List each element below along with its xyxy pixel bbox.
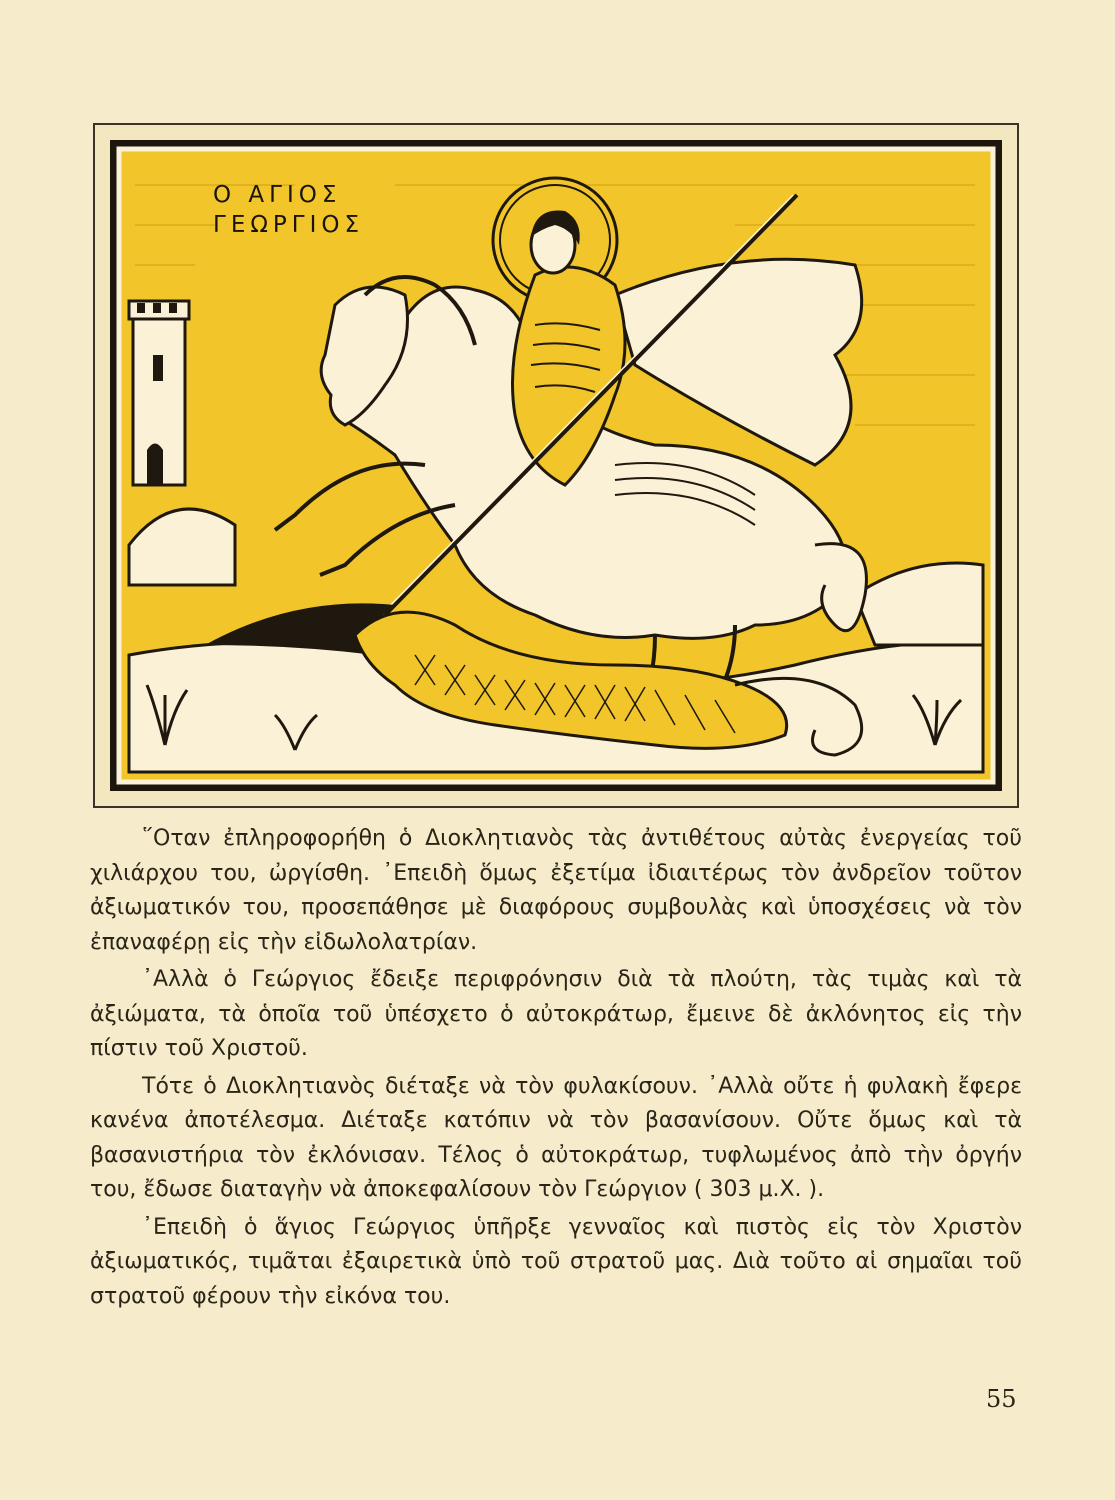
body-text xyxy=(90,822,1022,1317)
plate-title xyxy=(213,180,364,240)
page-number: 55 xyxy=(986,1385,1017,1413)
paragraph-1: ῞Οταν ἐπληροφορήθη ὁ Διοκλητιανὸς τὰς ἀντιθέτους αὐτὰς ἐνεργείας τοῦ χιλιάρχου του, ὠργίσθη. ᾿Επειδὴ ὅμως ἐξετίμα ἰδιαιτέρως τὸν ἀνδρεῖον τοῦτον ἀξιωματικόν του, προσεπάθησε μὲ διαφόρους συμβουλὰς καὶ ὑποσχέσεις νὰ τὸν ἐπαναφέρῃ εἰς τὴν εἰδωλολατρίαν. xyxy=(90,826,1022,955)
paragraph-3: Τότε ὁ Διοκλητιανὸς διέταξε νὰ τὸν φυλακίσουν. ᾿Αλλὰ οὔτε ἡ φυλακὴ ἔφερε κανένα ἀποτέλεσμα. Διέταξε κατόπιν νὰ τὸν βασανίσουν. Οὔτε ὅμως καὶ τὰ βασανιστήρια τὸν ἐκλόνισαν. Τέλος ὁ αὐτοκράτωρ, τυφλωμένος ἀπὸ τὴν ὀργήν του, ἔδωσε διαταγὴν νὰ ἀποκεφαλίσουν τὸν Γεώργιον ( 303 μ.Χ. ). xyxy=(90,1073,1022,1202)
paragraph-2: ᾿Αλλὰ ὁ Γεώργιος ἔδειξε περιφρόνησιν διὰ τὰ πλούτη, τὰς τιμὰς καὶ τὰ ἀξιώματα, τὰ ὁποῖα τοῦ ὑπέσχετο ὁ αὐτοκράτωρ, ἔμεινε δὲ ἀκλόνητος εἰς τὴν πίστιν τοῦ Χριστοῦ. xyxy=(90,967,1022,1061)
saint-george-icon-illustration xyxy=(93,123,1019,808)
plate-title-line-2: ΓΕΩΡΓΙΟΣ xyxy=(213,212,365,238)
plate-title-line-1: Ο ΑΓΙΟΣ xyxy=(213,182,342,208)
paragraph-4: ᾿Επειδὴ ὁ ἅγιος Γεώργιος ὑπῆρξε γενναῖος καὶ πιστὸς εἰς τὸν Χριστὸν ἀξιωματικός, τιμᾶται ἐξαιρετικὰ ὑπὸ τοῦ στρατοῦ μας. Διὰ τοῦτο αἱ σημαῖαι τοῦ στρατοῦ φέρουν τὴν εἰκόνα του. xyxy=(90,1214,1022,1309)
